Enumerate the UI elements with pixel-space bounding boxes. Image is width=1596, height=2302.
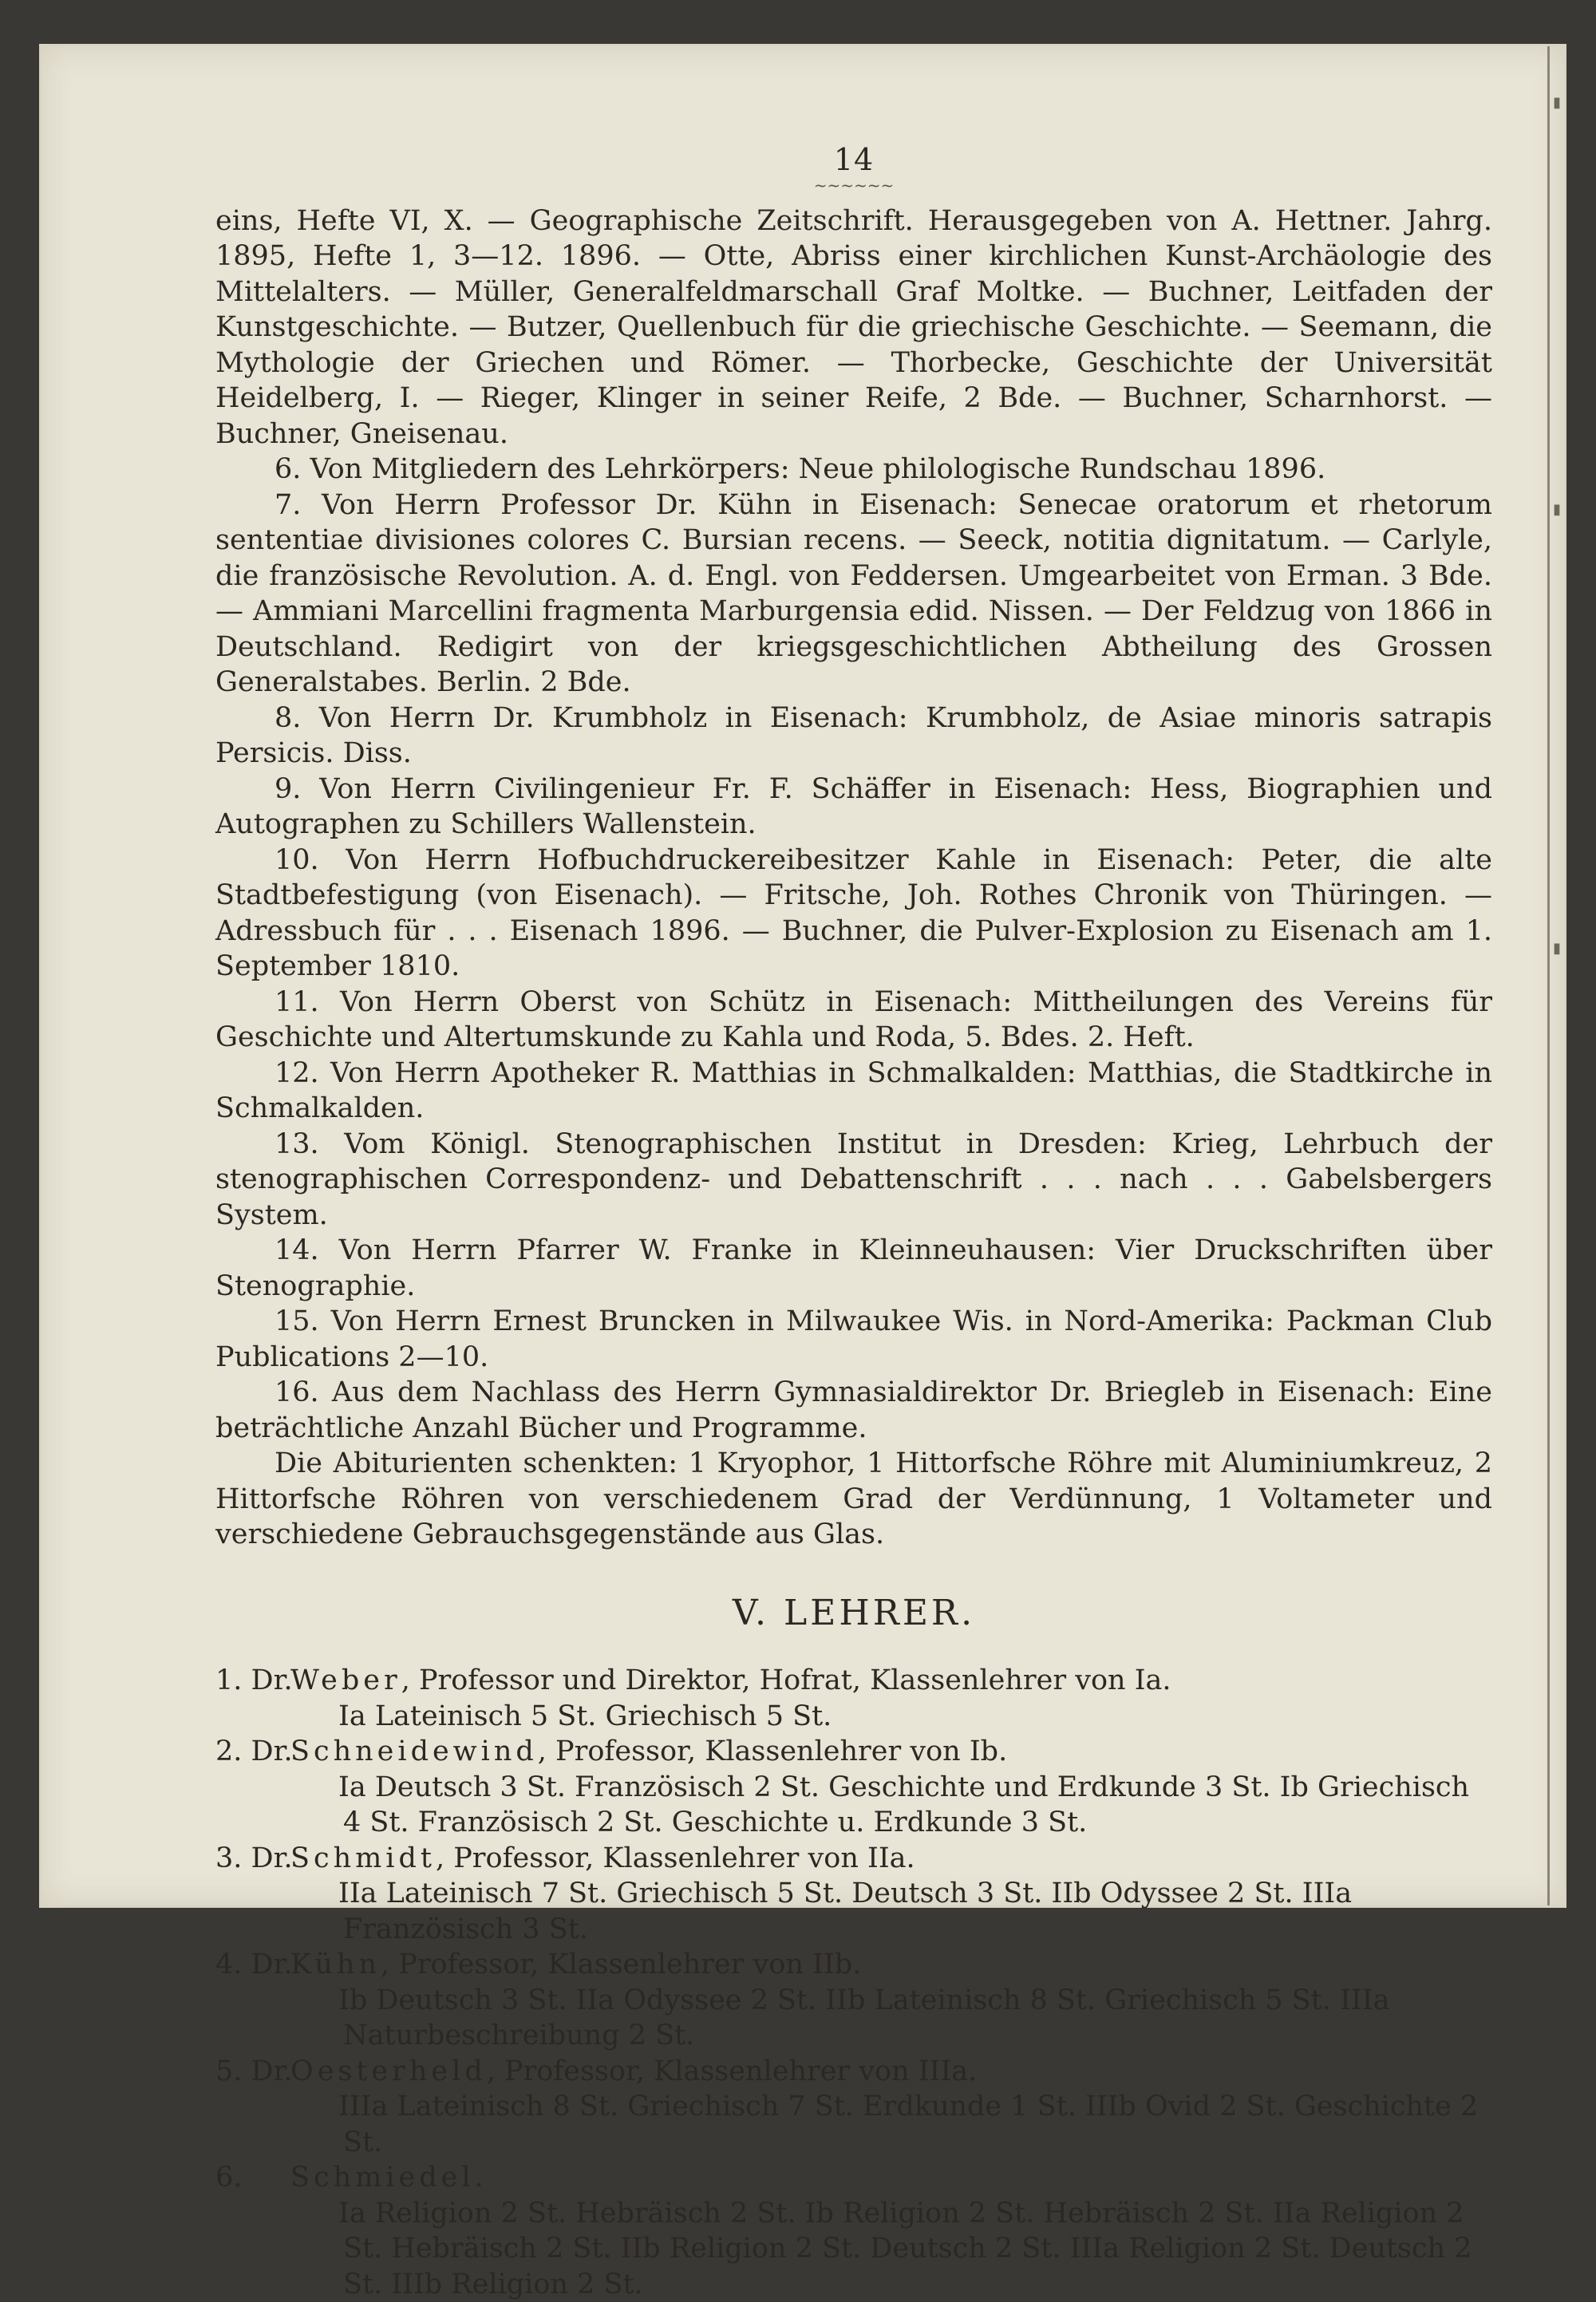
teacher-subjects: Ib Deutsch 3 St. IIa Odyssee 2 St. IIb Lateinisch 8 St. Griechisch 5 St. IIIa Naturbeschreibung 2 St. (215, 1983, 1492, 2054)
paragraph: eins, Hefte VI, X. — Geographische Zeitschrift. Herausgegeben von A. Hettner. Jahrg. 1895, Hefte 1, 3—12. 1896. — Otte, Abriss einer kirchlichen Kunst-Archäologie des Mittelalters. — Müller, Generalfeldmarschall Graf Moltke. — Buchner, Leitfaden der Kunstgeschichte. — Butzer, Quellenbuch für die griechische Geschichte. — Seemann, die Mythologie der Griechen und Römer. — Thorbecke, Geschichte der Universität Heidelberg, I. — Rieger, Klinger in seiner Reife, 2 Bde. — Buchner, Scharnhorst. — Buchner, Gneisenau. (215, 203, 1492, 452)
document-page (41, 46, 1564, 1905)
paragraph: 15. Von Herrn Ernest Bruncken in Milwaukee Wis. in Nord-Amerika: Packman Club Publications 2—10. (215, 1304, 1492, 1375)
teacher-subjects: IIIa Lateinisch 8 St. Griechisch 7 St. Erdkunde 1 St. IIIb Ovid 2 St. Geschichte 2 St. (215, 2089, 1492, 2160)
teacher-title: , Professor, Klassenlehrer von IIa. (436, 1842, 915, 1874)
teacher-name: Weber (290, 1664, 401, 1696)
page-edge-divider (1547, 46, 1550, 1905)
teacher-entry (215, 1663, 1492, 1734)
teacher-name: Oesterheld (290, 2055, 487, 2087)
paragraph: 8. Von Herrn Dr. Krumbholz in Eisenach: Krumbholz, de Asiae minoris satrapis Persicis. Diss. (215, 701, 1492, 772)
margin-mark: ▮ (1553, 94, 1561, 111)
paragraph: 6. Von Mitgliedern des Lehrkörpers: Neue philologische Rundschau 1896. (215, 452, 1492, 488)
teacher-name: Kühn (290, 1949, 381, 1980)
paragraph: 11. Von Herrn Oberst von Schütz in Eisenach: Mittheilungen des Vereins für Geschichte und Altertumskunde zu Kahla und Roda, 5. Bdes. 2. Heft. (215, 985, 1492, 1056)
page-content (215, 142, 1492, 2302)
teacher-title: . (475, 2162, 484, 2193)
teacher-subjects: Ia Lateinisch 5 St. Griechisch 5 St. (215, 1699, 1492, 1735)
teacher-number: 2. Dr. (215, 1734, 293, 1770)
teacher-number: 1. Dr. (215, 1663, 293, 1699)
teacher-subjects: Ia Religion 2 St. Hebräisch 2 St. Ib Religion 2 St. Hebräisch 2 St. IIa Religion 2 St. Hebräisch 2 St. IIb Religion 2 St. Deutsch 2 St. IIIa Religion 2 St. Deutsch 2 St. IIIb Religion 2 St. (215, 2196, 1492, 2302)
section-title: V. LEHRER. (215, 1596, 1492, 1632)
teacher-number: 4. Dr. (215, 1947, 293, 1983)
teacher-entry (215, 2160, 1492, 2302)
teacher-name: Schneidewind (290, 1735, 538, 1767)
margin-mark: ▮ (1553, 940, 1561, 957)
teacher-number: 5. Dr. (215, 2054, 293, 2090)
teacher-number: 3. Dr. (215, 1841, 293, 1877)
page-number-decoration: ~~~~~~ (215, 181, 1492, 189)
teacher-title: , Professor, Klassenlehrer von IIb. (381, 1949, 861, 1980)
page-number: 14 (215, 142, 1492, 178)
teacher-entry (215, 2054, 1492, 2161)
teacher-title: , Professor, Klassenlehrer von IIIa. (487, 2055, 978, 2087)
paragraph: 13. Vom Königl. Stenographischen Institut in Dresden: Krieg, Lehrbuch der stenographischen Correspondenz- und Debattenschrift . . . nach . . . Gabelsbergers System. (215, 1127, 1492, 1234)
paragraph: 7. Von Herrn Professor Dr. Kühn in Eisenach: Senecae oratorum et rhetorum sententiae divisiones colores C. Bursian recens. — Seeck, notitia dignitatum. — Carlyle, die französische Revolution. A. d. Engl. von Feddersen. Umgearbeitet von Erman. 3 Bde. — Ammiani Marcellini fragmenta Marburgensia edid. Nissen. — Der Feldzug von 1866 in Deutschland. Redigirt von der kriegsgeschichtlichen Abtheilung des Grossen Generalstabes. Berlin. 2 Bde. (215, 488, 1492, 701)
teacher-entry (215, 1947, 1492, 2054)
teacher-title: , Professor und Direktor, Hofrat, Klassenlehrer von Ia. (401, 1664, 1171, 1696)
paragraph: 14. Von Herrn Pfarrer W. Franke in Kleinneuhausen: Vier Druckschriften über Stenographie. (215, 1233, 1492, 1304)
paragraph: 12. Von Herrn Apotheker R. Matthias in Schmalkalden: Matthias, die Stadtkirche in Schmalkalden. (215, 1056, 1492, 1127)
paragraph: Die Abiturienten schenkten: 1 Kryophor, 1 Hittorfsche Röhre mit Aluminiumkreuz, 2 Hittorfsche Röhren von verschiedenem Grad der Verdünnung, 1 Voltameter und verschiedene Gebrauchsgegenstände aus Glas. (215, 1446, 1492, 1553)
paragraph: 16. Aus dem Nachlass des Herrn Gymnasialdirektor Dr. Briegleb in Eisenach: Eine beträchtliche Anzahl Bücher und Programme. (215, 1375, 1492, 1446)
teacher-subjects: Ia Deutsch 3 St. Französisch 2 St. Geschichte und Erdkunde 3 St. Ib Griechisch 4 St. Französisch 2 St. Geschichte u. Erdkunde 3 St. (215, 1770, 1492, 1841)
teacher-entry (215, 1734, 1492, 1841)
teacher-name: Schmiedel (290, 2162, 475, 2193)
teacher-subjects: IIa Lateinisch 7 St. Griechisch 5 St. Deutsch 3 St. IIb Odyssee 2 St. IIIa Französisch 3 St. (215, 1876, 1492, 1947)
margin-mark: ▮ (1553, 501, 1561, 518)
teacher-entry (215, 1841, 1492, 1948)
teacher-title: , Professor, Klassenlehrer von Ib. (538, 1735, 1007, 1767)
teacher-name: Schmidt (290, 1842, 436, 1874)
teacher-number: 6. (215, 2160, 242, 2196)
paragraph: 9. Von Herrn Civilingenieur Fr. F. Schäffer in Eisenach: Hess, Biographien und Autographen zu Schillers Wallenstein. (215, 772, 1492, 843)
paragraph: 10. Von Herrn Hofbuchdruckereibesitzer Kahle in Eisenach: Peter, die alte Stadtbefestigung (von Eisenach). — Fritsche, Joh. Rothes Chronik von Thüringen. — Adressbuch für . . . Eisenach 1896. — Buchner, die Pulver-Explosion zu Eisenach am 1. September 1810. (215, 843, 1492, 985)
